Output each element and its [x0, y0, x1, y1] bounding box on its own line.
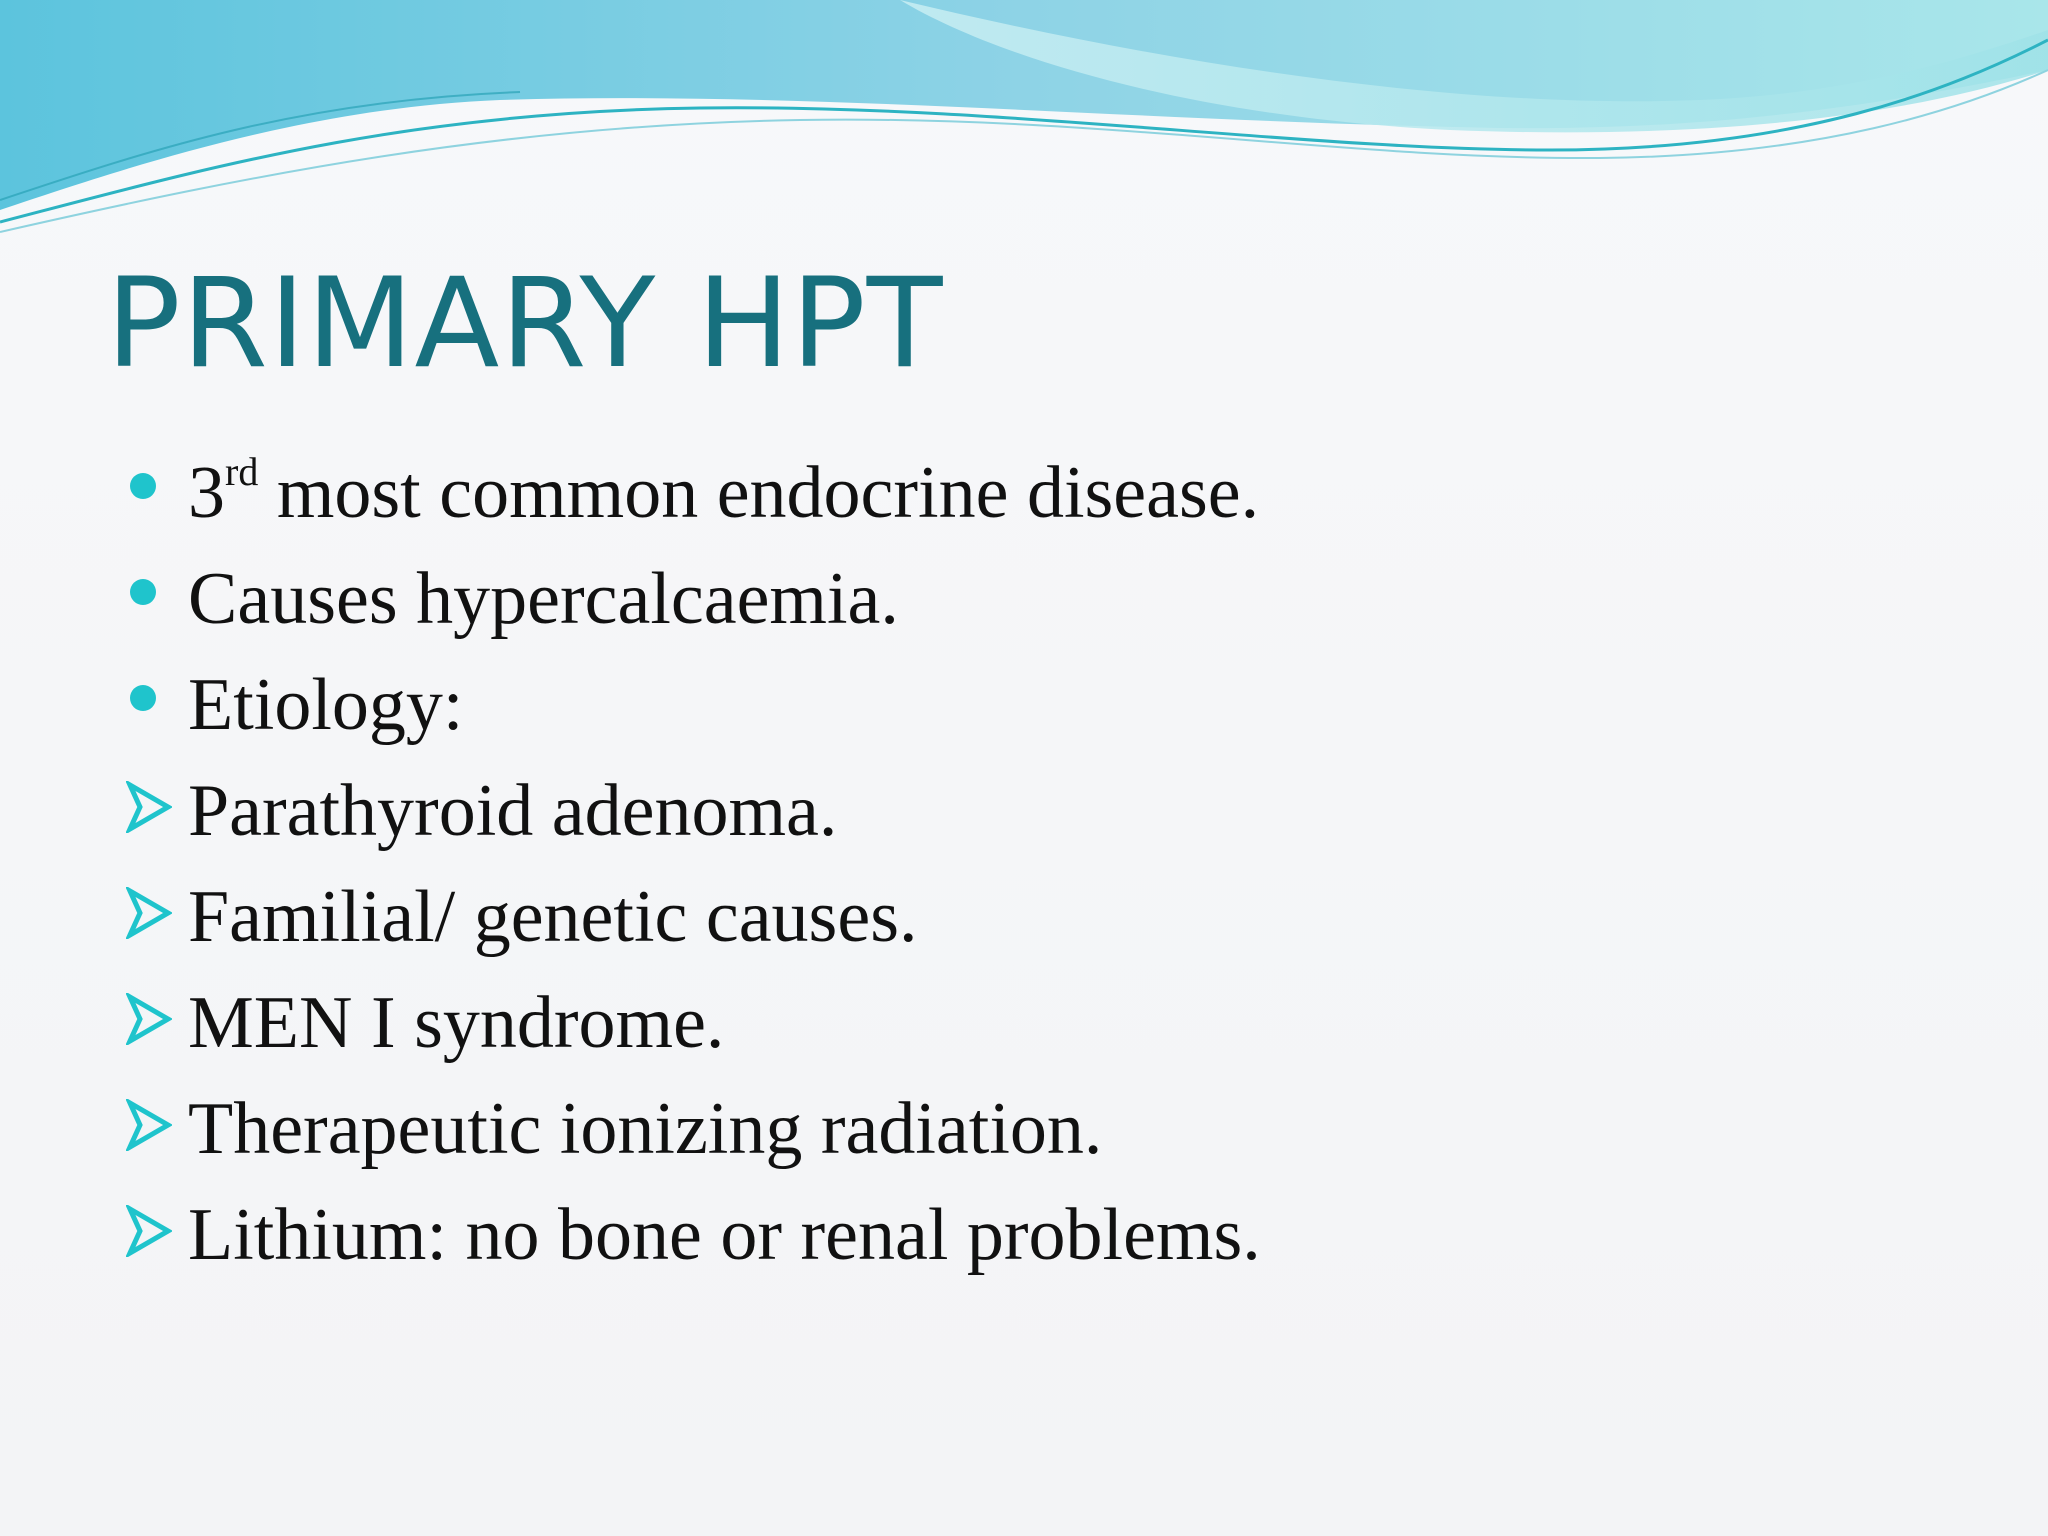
list-item	[126, 1182, 1261, 1288]
arrow-bullet-icon	[126, 789, 188, 833]
bullet-text: 3rd most common endocrine disease.	[188, 448, 1260, 534]
arrow-bullet-icon	[126, 1213, 188, 1257]
list-item	[126, 864, 1261, 970]
bullet-text: MEN I syndrome.	[188, 981, 725, 1064]
bullet-text: Etiology:	[188, 663, 464, 746]
arrow-bullet-icon	[126, 895, 188, 939]
arrow-bullet-icon	[126, 1107, 188, 1151]
list-item	[126, 546, 1261, 652]
bullet-list	[126, 440, 1261, 1288]
list-item	[126, 1076, 1261, 1182]
slide-title: PRIMARY HPT	[106, 252, 944, 396]
bullet-text: Therapeutic ionizing radiation.	[188, 1087, 1103, 1170]
bullet-text: Causes hypercalcaemia.	[188, 557, 899, 640]
list-item	[126, 758, 1261, 864]
list-item	[126, 970, 1261, 1076]
dot-bullet-icon	[126, 699, 188, 711]
list-item	[126, 652, 1261, 758]
header-wave-decoration	[0, 0, 2048, 240]
bullet-text: Lithium: no bone or renal problems.	[188, 1193, 1261, 1276]
arrow-bullet-icon	[126, 1001, 188, 1045]
bullet-text: Parathyroid adenoma.	[188, 769, 838, 852]
dot-bullet-icon	[126, 487, 188, 499]
bullet-text: Familial/ genetic causes.	[188, 875, 918, 958]
dot-bullet-icon	[126, 593, 188, 605]
list-item	[126, 440, 1261, 546]
